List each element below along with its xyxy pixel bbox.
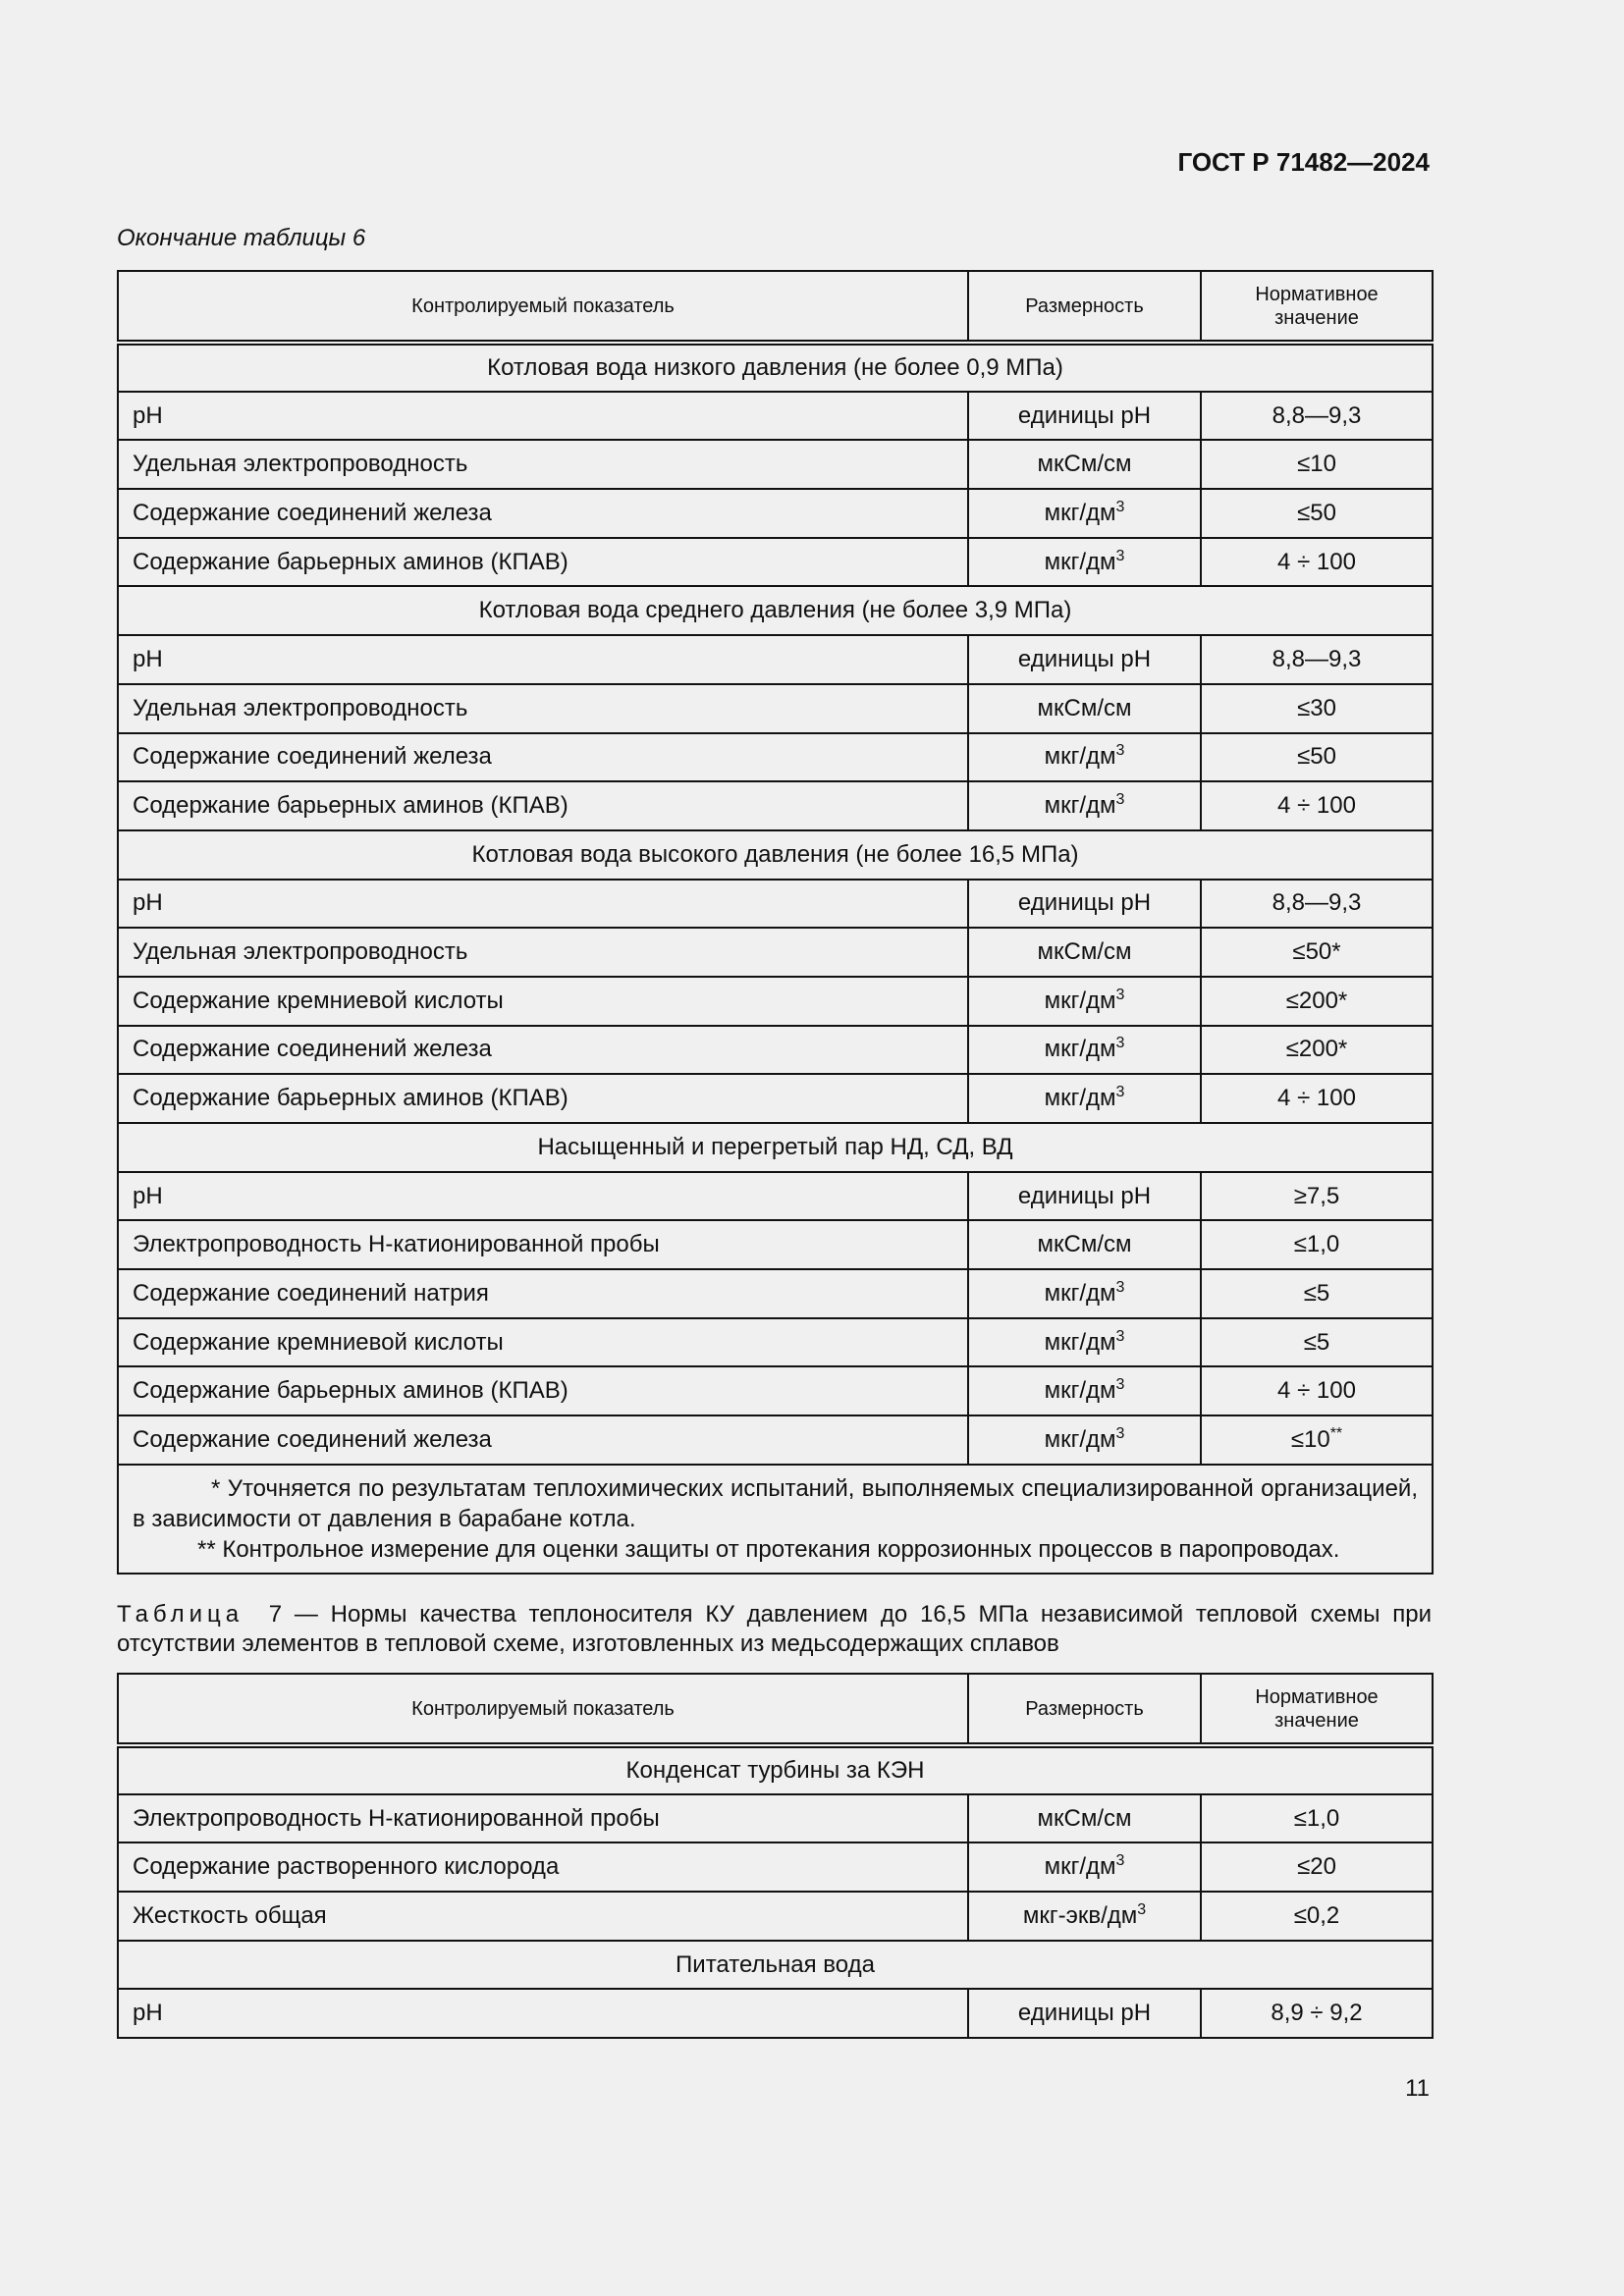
param-cell: Содержание кремниевой кислоты bbox=[118, 1318, 968, 1367]
unit-cell bbox=[968, 1366, 1201, 1415]
table-row bbox=[118, 1026, 1433, 1075]
unit-text: мкСм/см bbox=[1037, 1231, 1132, 1258]
table-row bbox=[118, 928, 1433, 977]
section-title: Конденсат турбины за КЭН bbox=[118, 1745, 1433, 1794]
value-text: 4 ÷ 100 bbox=[1277, 548, 1356, 575]
value-cell bbox=[1201, 538, 1433, 587]
unit-superscript: 3 bbox=[1115, 498, 1125, 515]
param-cell: Содержание соединений железа bbox=[118, 733, 968, 782]
param-cell: Содержание барьерных аминов (КПАВ) bbox=[118, 538, 968, 587]
table-row bbox=[118, 1318, 1433, 1367]
table-row bbox=[118, 1842, 1433, 1892]
unit-text: мкг/дм bbox=[1044, 548, 1116, 575]
table7-body bbox=[118, 1745, 1433, 2038]
param-cell: pH bbox=[118, 1989, 968, 2038]
unit-cell bbox=[968, 1269, 1201, 1318]
unit-text: единицы pH bbox=[1017, 645, 1152, 672]
unit-cell bbox=[968, 1989, 1201, 2038]
value-cell bbox=[1201, 1172, 1433, 1221]
column-header-value: Нормативное значение bbox=[1201, 271, 1433, 343]
unit-text: мкг/дм bbox=[1044, 1425, 1116, 1453]
value-text: ≤10 bbox=[1297, 451, 1336, 478]
unit-text: мкг/дм bbox=[1044, 1279, 1116, 1307]
param-cell: Содержание барьерных аминов (КПАВ) bbox=[118, 781, 968, 830]
table-header-row bbox=[118, 1674, 1433, 1745]
unit-text: единицы pH bbox=[1017, 2000, 1152, 2027]
unit-text: мкСм/см bbox=[1037, 1804, 1132, 1832]
table6-caption: Окончание таблицы 6 bbox=[117, 225, 366, 251]
value-cell bbox=[1201, 392, 1433, 441]
unit-cell bbox=[968, 880, 1201, 929]
footnote: * Уточняется по результатам теплохимических испытаний, выполняемых специализированной организацией, в зависимости от давления в барабане котла. bbox=[133, 1474, 1418, 1532]
param-cell: pH bbox=[118, 392, 968, 441]
param-cell: Содержание соединений железа bbox=[118, 1026, 968, 1075]
table-row bbox=[118, 1220, 1433, 1269]
value-text: ≤20 bbox=[1297, 1853, 1336, 1881]
table-row bbox=[118, 684, 1433, 733]
unit-cell bbox=[968, 1415, 1201, 1465]
table-row bbox=[118, 1415, 1433, 1465]
unit-cell bbox=[968, 440, 1201, 489]
value-cell bbox=[1201, 1318, 1433, 1367]
table-header-row bbox=[118, 271, 1433, 343]
unit-superscript: 3 bbox=[1115, 547, 1125, 564]
unit-superscript: 3 bbox=[1115, 1852, 1125, 1870]
table-row bbox=[118, 489, 1433, 538]
table6-body bbox=[118, 343, 1433, 1574]
section-row bbox=[118, 830, 1433, 880]
table-row bbox=[118, 1366, 1433, 1415]
value-cell bbox=[1201, 1220, 1433, 1269]
value-cell bbox=[1201, 635, 1433, 684]
unit-text: мкСм/см bbox=[1037, 451, 1132, 478]
table-row bbox=[118, 880, 1433, 929]
unit-cell bbox=[968, 392, 1201, 441]
table-row bbox=[118, 733, 1433, 782]
table-row bbox=[118, 635, 1433, 684]
value-cell bbox=[1201, 1269, 1433, 1318]
param-cell: pH bbox=[118, 635, 968, 684]
table-row bbox=[118, 392, 1433, 441]
footnote: ** Контрольное измерение для оценки защиты от протекания коррозионных процессов в паропроводах. bbox=[197, 1535, 1340, 1563]
column-header-unit: Размерность bbox=[968, 271, 1201, 343]
param-cell: Удельная электропроводность bbox=[118, 684, 968, 733]
value-text: ≥7,5 bbox=[1293, 1182, 1340, 1209]
table7-title bbox=[117, 1600, 1432, 1659]
unit-superscript: 3 bbox=[1115, 1084, 1125, 1101]
unit-cell bbox=[968, 1794, 1201, 1843]
value-cell bbox=[1201, 880, 1433, 929]
unit-superscript: 3 bbox=[1115, 791, 1125, 809]
unit-cell bbox=[968, 1892, 1201, 1941]
section-row bbox=[118, 586, 1433, 635]
table-7 bbox=[117, 1673, 1434, 2039]
value-text: ≤5 bbox=[1303, 1279, 1330, 1307]
param-cell: Содержание соединений натрия bbox=[118, 1269, 968, 1318]
value-text: ≤1,0 bbox=[1293, 1804, 1340, 1832]
unit-text: мкг/дм bbox=[1044, 499, 1116, 526]
unit-text: мкг/дм bbox=[1044, 1085, 1116, 1112]
section-row bbox=[118, 1745, 1433, 1794]
unit-text: мкСм/см bbox=[1037, 694, 1132, 721]
value-superscript: ** bbox=[1329, 1424, 1343, 1442]
param-cell: Удельная электропроводность bbox=[118, 440, 968, 489]
param-cell: Содержание барьерных аминов (КПАВ) bbox=[118, 1366, 968, 1415]
unit-text: единицы pH bbox=[1017, 401, 1152, 429]
table-row bbox=[118, 781, 1433, 830]
unit-cell bbox=[968, 1172, 1201, 1221]
value-text: ≤0,2 bbox=[1293, 1901, 1340, 1929]
param-cell: pH bbox=[118, 880, 968, 929]
unit-superscript: 3 bbox=[1115, 1376, 1125, 1394]
unit-text: единицы pH bbox=[1017, 889, 1152, 917]
value-cell bbox=[1201, 733, 1433, 782]
section-title: Питательная вода bbox=[118, 1941, 1433, 1990]
value-cell bbox=[1201, 684, 1433, 733]
unit-text: мкг/дм bbox=[1044, 1036, 1116, 1063]
unit-cell bbox=[968, 928, 1201, 977]
value-text: 8,8—9,3 bbox=[1272, 645, 1362, 672]
value-text: ≤1,0 bbox=[1293, 1231, 1340, 1258]
unit-text: мкСм/см bbox=[1037, 938, 1132, 966]
unit-cell bbox=[968, 489, 1201, 538]
unit-cell bbox=[968, 1026, 1201, 1075]
value-text: ≤5 bbox=[1303, 1328, 1330, 1356]
table-row bbox=[118, 1989, 1433, 2038]
unit-cell bbox=[968, 1074, 1201, 1123]
param-cell: Содержание кремниевой кислоты bbox=[118, 977, 968, 1026]
param-cell: Электропроводность Н-катионированной пробы bbox=[118, 1794, 968, 1843]
unit-text: мкг/дм bbox=[1044, 1328, 1116, 1356]
standard-id: ГОСТ Р 71482—2024 bbox=[1177, 147, 1430, 177]
value-cell bbox=[1201, 928, 1433, 977]
unit-text: мкг/дм bbox=[1044, 792, 1116, 820]
value-cell bbox=[1201, 781, 1433, 830]
column-header-param: Контролируемый показатель bbox=[118, 271, 968, 343]
unit-cell bbox=[968, 684, 1201, 733]
unit-superscript: 3 bbox=[1115, 1035, 1125, 1052]
table-6 bbox=[117, 270, 1434, 1575]
value-cell bbox=[1201, 1989, 1433, 2038]
unit-superscript: 3 bbox=[1115, 986, 1125, 1003]
param-cell: Жесткость общая bbox=[118, 1892, 968, 1941]
value-cell bbox=[1201, 1794, 1433, 1843]
unit-cell bbox=[968, 1842, 1201, 1892]
table-row bbox=[118, 1172, 1433, 1221]
section-title: Котловая вода среднего давления (не более 3,9 МПа) bbox=[118, 586, 1433, 635]
value-cell bbox=[1201, 489, 1433, 538]
value-text: ≤30 bbox=[1297, 694, 1336, 721]
unit-superscript: 3 bbox=[1115, 1278, 1125, 1296]
unit-cell bbox=[968, 733, 1201, 782]
unit-superscript: 3 bbox=[1115, 1424, 1125, 1442]
column-header-param: Контролируемый показатель bbox=[118, 1674, 968, 1745]
value-cell bbox=[1201, 1366, 1433, 1415]
value-cell bbox=[1201, 1842, 1433, 1892]
table-row bbox=[118, 977, 1433, 1026]
value-text: 4 ÷ 100 bbox=[1277, 1377, 1356, 1405]
param-cell: Электропроводность Н-катионированной пробы bbox=[118, 1220, 968, 1269]
section-row bbox=[118, 1941, 1433, 1990]
table7-label: Таблица bbox=[117, 1601, 244, 1628]
param-cell: Содержание соединений железа bbox=[118, 1415, 968, 1465]
unit-text: мкг/дм bbox=[1044, 743, 1116, 771]
table-row bbox=[118, 440, 1433, 489]
page-number: 11 bbox=[1405, 2075, 1430, 2102]
value-text: ≤50 bbox=[1297, 499, 1336, 526]
value-text: ≤200* bbox=[1285, 1036, 1348, 1063]
value-cell bbox=[1201, 977, 1433, 1026]
param-cell: Содержание соединений железа bbox=[118, 489, 968, 538]
unit-cell bbox=[968, 538, 1201, 587]
value-text: ≤50* bbox=[1292, 938, 1341, 966]
unit-cell bbox=[968, 635, 1201, 684]
value-text: ≤10 bbox=[1290, 1425, 1330, 1453]
param-cell: Содержание растворенного кислорода bbox=[118, 1842, 968, 1892]
value-cell bbox=[1201, 1415, 1433, 1465]
table-row bbox=[118, 538, 1433, 587]
value-text: 8,8—9,3 bbox=[1272, 889, 1362, 917]
unit-text: единицы pH bbox=[1017, 1182, 1152, 1209]
unit-superscript: 3 bbox=[1115, 1327, 1125, 1345]
unit-cell bbox=[968, 1220, 1201, 1269]
unit-text: мкг/дм bbox=[1044, 1853, 1116, 1881]
value-cell bbox=[1201, 1892, 1433, 1941]
table-row bbox=[118, 1892, 1433, 1941]
section-row bbox=[118, 343, 1433, 392]
value-text: 4 ÷ 100 bbox=[1277, 792, 1356, 820]
unit-cell bbox=[968, 1318, 1201, 1367]
value-text: ≤50 bbox=[1297, 743, 1336, 771]
table-row bbox=[118, 1794, 1433, 1843]
column-header-value: Нормативное значение bbox=[1201, 1674, 1433, 1745]
unit-cell bbox=[968, 977, 1201, 1026]
unit-cell bbox=[968, 781, 1201, 830]
unit-superscript: 3 bbox=[1115, 742, 1125, 760]
unit-text: мкг/дм bbox=[1044, 987, 1116, 1014]
section-title: Котловая вода высокого давления (не более 16,5 МПа) bbox=[118, 830, 1433, 880]
param-cell: Содержание барьерных аминов (КПАВ) bbox=[118, 1074, 968, 1123]
param-cell: pH bbox=[118, 1172, 968, 1221]
table-row bbox=[118, 1074, 1433, 1123]
table-row bbox=[118, 1269, 1433, 1318]
value-text: 4 ÷ 100 bbox=[1277, 1085, 1356, 1112]
table-notes bbox=[118, 1465, 1433, 1574]
unit-text: мкг-экв/дм bbox=[1022, 1901, 1138, 1929]
value-cell bbox=[1201, 440, 1433, 489]
value-text: 8,8—9,3 bbox=[1272, 401, 1362, 429]
column-header-unit: Размерность bbox=[968, 1674, 1201, 1745]
section-title: Насыщенный и перегретый пар НД, СД, ВД bbox=[118, 1123, 1433, 1172]
section-title: Котловая вода низкого давления (не более 0,9 МПа) bbox=[118, 343, 1433, 392]
param-cell: Удельная электропроводность bbox=[118, 928, 968, 977]
value-cell bbox=[1201, 1026, 1433, 1075]
notes-row bbox=[118, 1465, 1433, 1574]
table7-title-text: 7 — Нормы качества теплоносителя КУ давлением до 16,5 МПа независимой тепловой схемы при отсутствии элементов в тепловой схеме, изготовленных из медьсодержащих сплавов bbox=[117, 1601, 1432, 1657]
unit-text: мкг/дм bbox=[1044, 1377, 1116, 1405]
value-cell bbox=[1201, 1074, 1433, 1123]
value-text: 8,9 ÷ 9,2 bbox=[1271, 2000, 1363, 2027]
unit-superscript: 3 bbox=[1137, 1900, 1147, 1918]
value-text: ≤200* bbox=[1285, 987, 1348, 1014]
section-row bbox=[118, 1123, 1433, 1172]
